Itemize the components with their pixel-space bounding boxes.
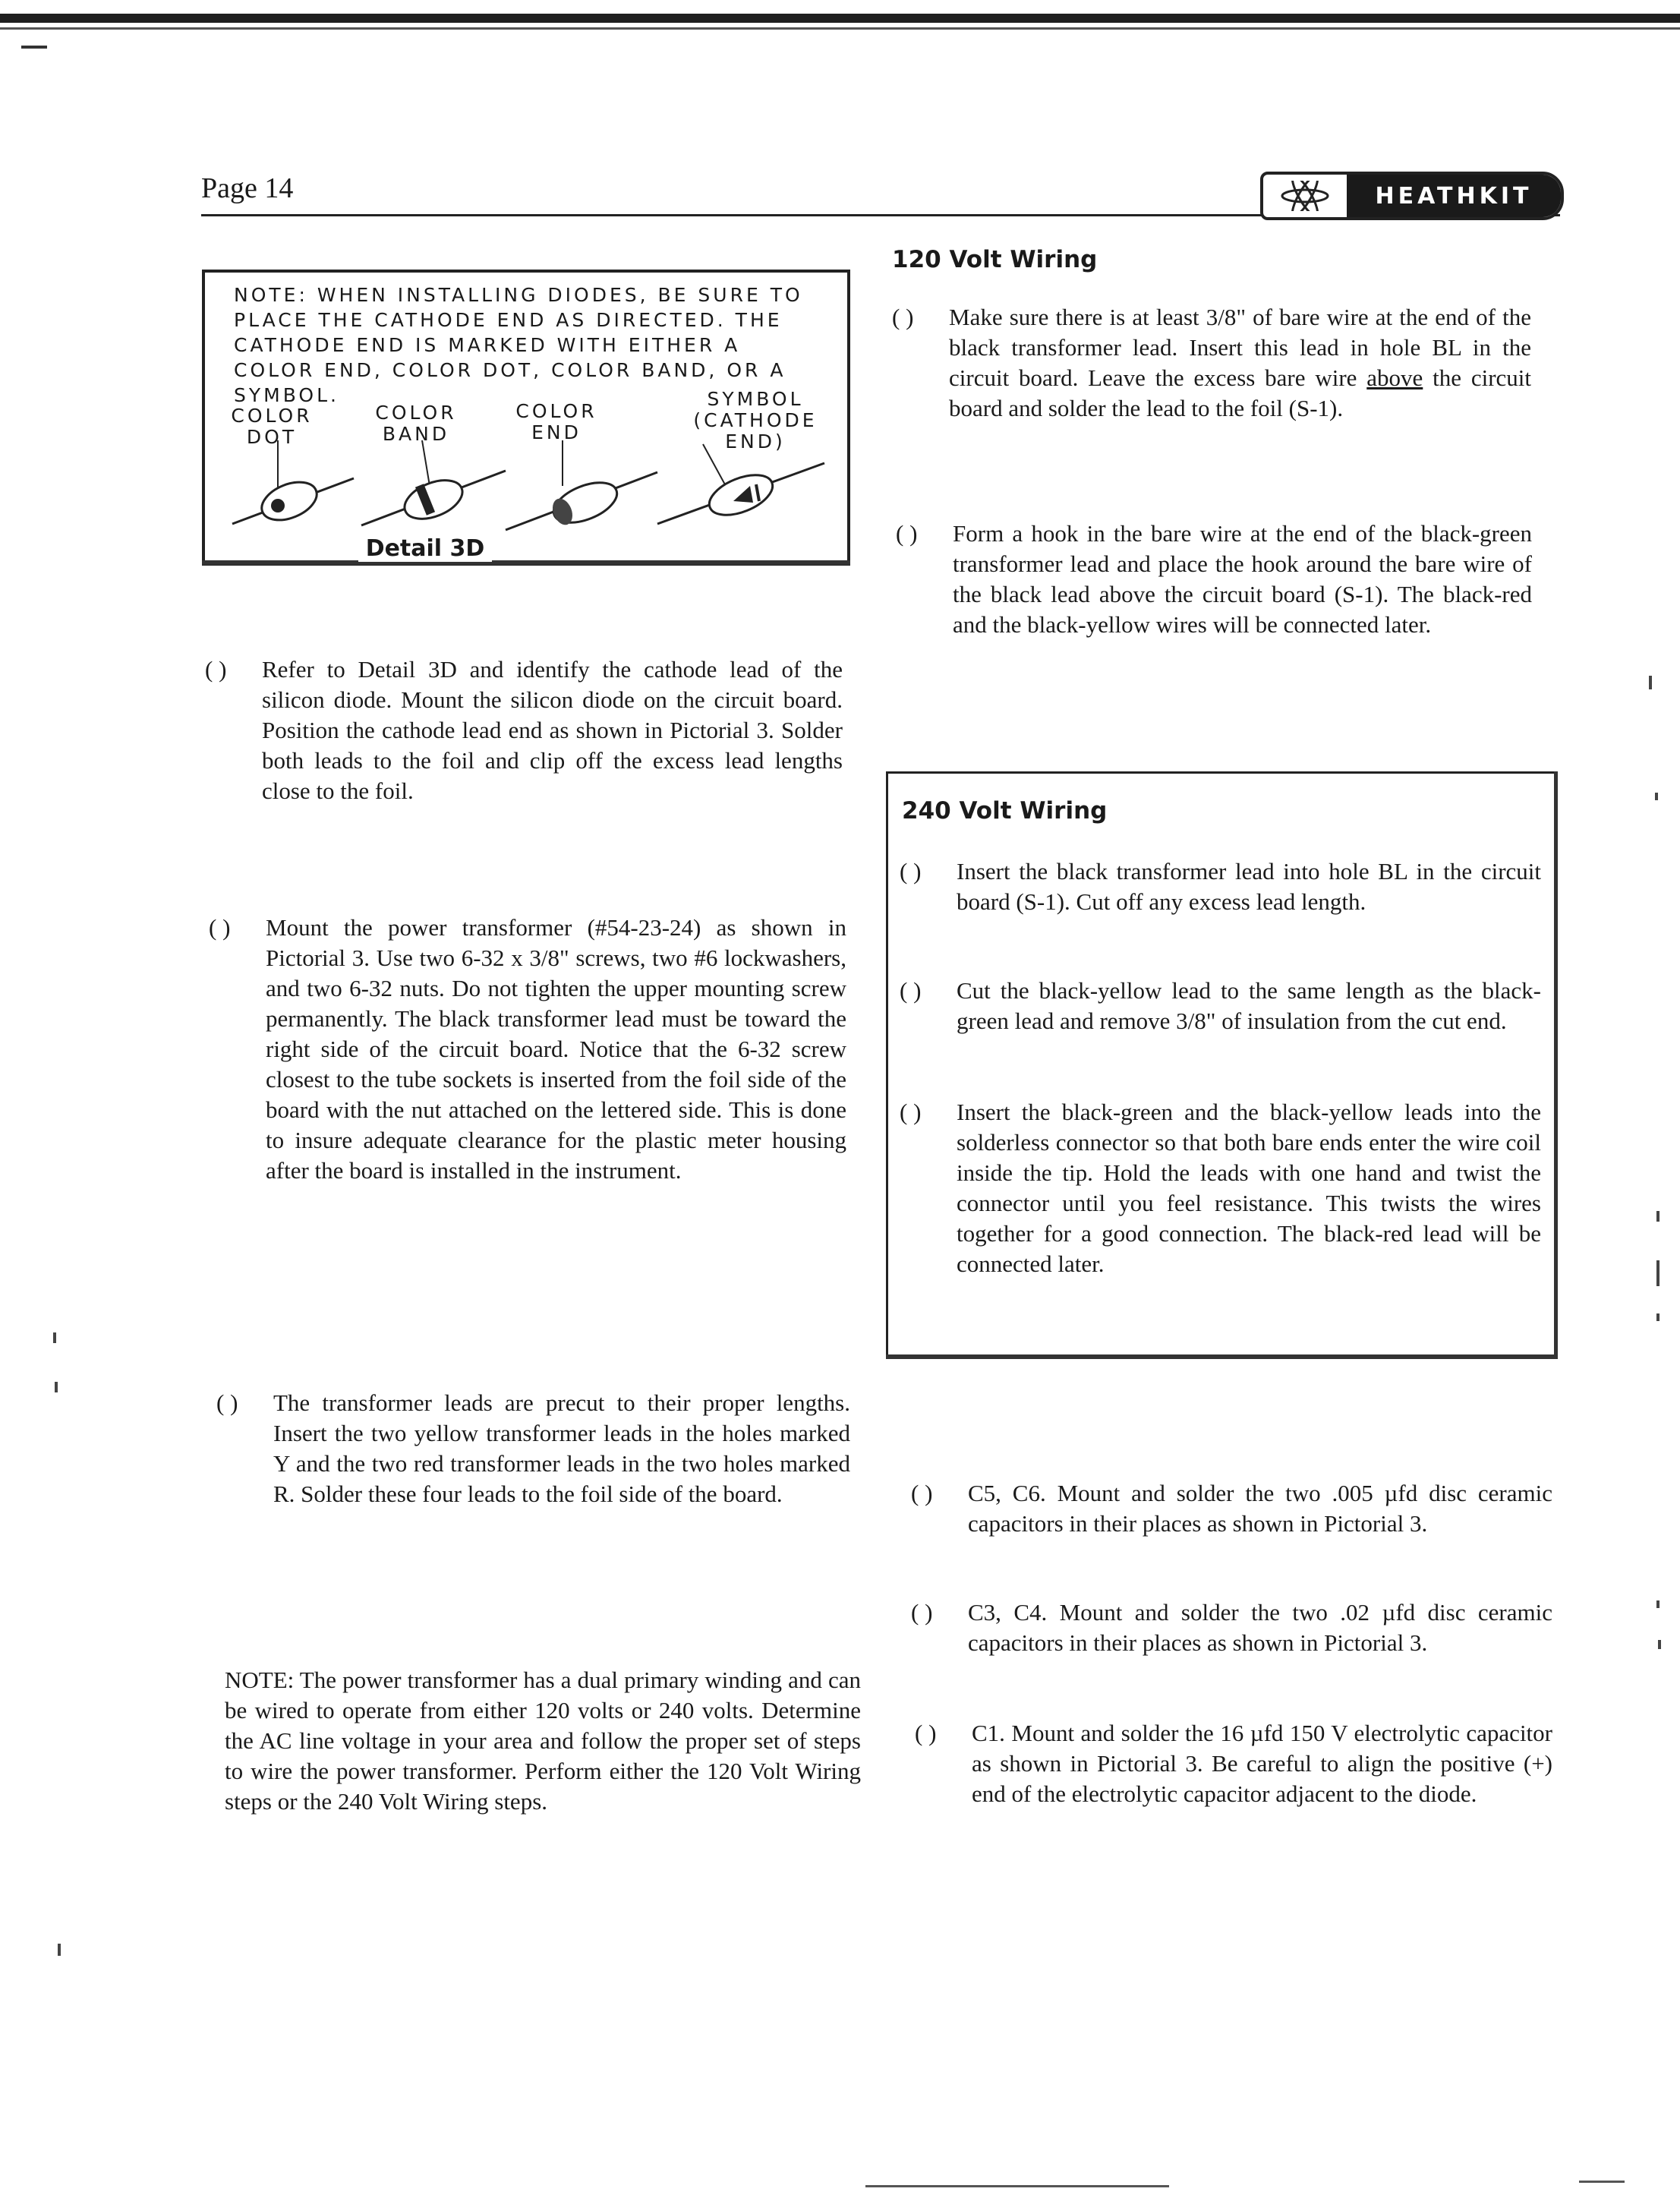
- step-text: Form a hook in the bare wire at the end of the black-green transformer lead and place the hook around the bare wire of the black lead above the circuit board (S-1). The black-red and the black-yellow wires will be connected later.: [953, 520, 1532, 638]
- page-number: Page 14: [201, 172, 294, 204]
- heathkit-logo: [1260, 172, 1564, 220]
- top-edge-line: [0, 27, 1680, 30]
- atom-icon: [1263, 175, 1347, 217]
- step-120v-1: [892, 302, 1531, 424]
- label-color-dot: COLOR DOT: [231, 405, 313, 448]
- margin-mark: [1656, 1260, 1660, 1286]
- margin-mark: [1656, 1313, 1660, 1321]
- box-240v-shadow-bottom: [886, 1354, 1558, 1359]
- step-text-above: above: [1366, 364, 1423, 391]
- step-text: [949, 302, 1531, 424]
- diode-color-end-icon: [506, 440, 657, 531]
- step-text: Cut the black-yellow lead to the same length as the black-green lead and remove 3/8" of insulation from the cut end.: [957, 977, 1541, 1034]
- label-color-end: COLOR END: [515, 400, 597, 443]
- step-c1: [915, 1718, 1552, 1809]
- step-text: C3, C4. Mount and solder the two .02 µfd disc ceramic capacitors in their places as shown in Pictorial 3.: [968, 1599, 1552, 1656]
- step-text: C1. Mount and solder the 16 µfd 150 V electrolytic capacitor as shown in Pictorial 3. Be careful to align the positive (+) end of the electrolytic capacitor adjacent to the diode.: [972, 1720, 1552, 1807]
- detail-caption: Detail 3D: [358, 535, 493, 562]
- margin-mark: [53, 1332, 56, 1343]
- step-240v-1: [900, 856, 1541, 917]
- detail-caption-wrap: [0, 535, 850, 562]
- step-checkbox[interactable]: ( ): [900, 858, 922, 885]
- diode-note: NOTE: WHEN INSTALLING DIODES, BE SURE TO PLACE THE CATHODE END AS DIRECTED. THE CATHODE END IS MARKED WITH EITHER A COLOR END, COLOR DOT, COLOR BAND, OR A SYMBOL.: [234, 284, 803, 406]
- step-checkbox[interactable]: ( ): [915, 1720, 937, 1746]
- step-text-b: the circuit board and solder the lead to the foil (S-1).: [949, 364, 1532, 421]
- margin-mark: [1658, 1640, 1661, 1649]
- step-text-a: Make sure there is at least 3/8" of bare wire at the end of the black transformer lead. Insert this lead in hole BL in the circuit board. Leave the excess bare wire: [949, 304, 1531, 391]
- step-120v-2: [896, 519, 1532, 640]
- margin-mark: [1649, 676, 1652, 689]
- margin-mark: [1655, 793, 1658, 800]
- heading-120v: 120 Volt Wiring: [892, 246, 1098, 273]
- step-checkbox[interactable]: ( ): [900, 1099, 922, 1125]
- step-checkbox[interactable]: ( ): [209, 914, 231, 941]
- diode-symbol-icon: [657, 444, 824, 524]
- margin-mark: [1656, 1211, 1660, 1222]
- diode-illustrations: [202, 440, 847, 539]
- note-dual-primary: NOTE: The power transformer has a dual primary winding and can be wired to operate from either 120 volts or 240 volts. Determine the AC line voltage in your area and follow the proper set of steps to wire the power transformer. Perform either the 120 Volt Wiring steps or the 240 Volt Wiring steps.: [225, 1667, 861, 1815]
- step-transformer: [209, 913, 846, 1186]
- step-c5-c6: [911, 1478, 1552, 1539]
- step-checkbox[interactable]: ( ): [216, 1389, 238, 1416]
- step-text: C5, C6. Mount and solder the two .005 µfd disc ceramic capacitors in their places as shown in Pictorial 3.: [968, 1480, 1552, 1537]
- diode-color-dot-icon: [232, 440, 354, 528]
- step-text: The transformer leads are precut to their proper lengths. Insert the two yellow transformer leads in the holes marked Y and the two red transformer leads in the two holes marked R. Solder these four leads to the foil side of the board.: [273, 1389, 850, 1507]
- step-text: Insert the black-green and the black-yellow leads into the solderless connector so that both bare ends enter the wire coil inside the tip. Hold the leads with one hand and twist the connector until you feel resistance. This twists the wires together for a good connection. The black-red lead will be connected later.: [957, 1099, 1541, 1277]
- step-c3-c4: [911, 1597, 1552, 1658]
- step-checkbox[interactable]: ( ): [911, 1480, 933, 1506]
- bottom-edge-tick: [1579, 2181, 1625, 2183]
- margin-mark: [58, 1944, 61, 1956]
- label-symbol: SYMBOL (CATHODE END): [693, 388, 818, 453]
- step-text: Mount the power transformer (#54-23-24) as shown in Pictorial 3. Use two 6-32 x 3/8" screws, two #6 lockwashers, and two 6-32 nuts. Do not tighten the upper mounting screw permanently. The black transformer lead must be toward the right side of the circuit board. Notice that the 6-32 screw closest to the tube sockets is inserted from the foil side of the board with the nut attached on the lettered side. This is done to insure adequate clearance for the plastic meter housing after the board is installed in the instrument.: [266, 914, 846, 1184]
- heading-240v: 240 Volt Wiring: [902, 797, 1108, 825]
- step-text: Insert the black transformer lead into hole BL in the circuit board (S-1). Cut off any excess lead length.: [957, 858, 1541, 915]
- step-240v-3: [900, 1097, 1541, 1279]
- step-checkbox[interactable]: ( ): [900, 977, 922, 1004]
- step-checkbox[interactable]: ( ): [896, 520, 918, 547]
- label-color-band: COLOR BAND: [375, 402, 457, 445]
- margin-mark: [1656, 1600, 1660, 1608]
- step-transformer-leads: [216, 1388, 850, 1509]
- margin-mark: [55, 1382, 58, 1392]
- bottom-edge-line: [865, 2185, 1169, 2187]
- logo-wordmark: HEATHKIT: [1347, 175, 1561, 217]
- step-checkbox[interactable]: ( ): [892, 304, 914, 330]
- step-diode: [205, 654, 843, 806]
- step-checkbox[interactable]: ( ): [205, 656, 227, 683]
- top-edge-bar: [0, 14, 1680, 23]
- diode-color-band-icon: [361, 440, 506, 526]
- step-checkbox[interactable]: ( ): [911, 1599, 933, 1626]
- step-text: Refer to Detail 3D and identify the cathode lead of the silicon diode. Mount the silicon diode on the circuit board. Position the cathode lead end as shown in Pictorial 3. Solder both leads to the foil and clip off the excess lead lengths close to the foil.: [262, 656, 843, 804]
- step-240v-2: [900, 976, 1541, 1036]
- box-240v-shadow: [1554, 771, 1558, 1359]
- edge-tick: [21, 46, 47, 49]
